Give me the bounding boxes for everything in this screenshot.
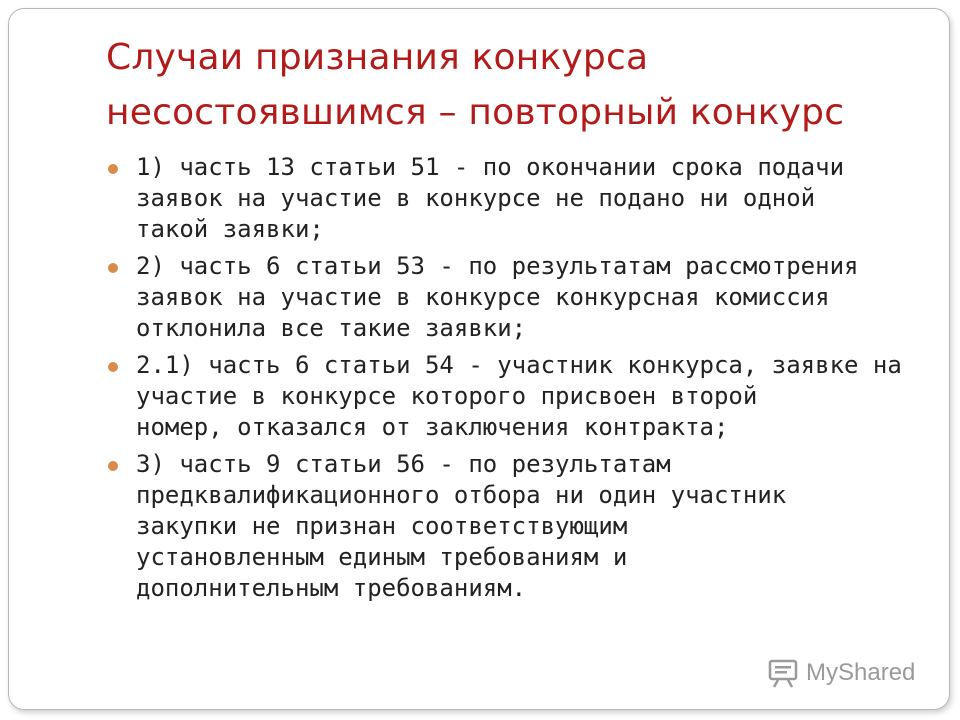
presentation-screen-icon (766, 656, 800, 690)
watermark-text: MyShared (806, 659, 916, 686)
slide-title: Случаи признания конкурса несостоявшимся – повторный конкурс (106, 37, 845, 133)
bullet-dot-icon (108, 461, 118, 471)
bullet-item (106, 251, 926, 344)
bullet-list (106, 152, 926, 610)
bullet-dot-icon (108, 362, 118, 372)
bullet-dot-icon (108, 164, 118, 174)
bullet-text: 2.1) часть 6 статьи 54 - участник конкурса, заявке на участие в конкурсе которого присвоен второй номер, отказался от заключения контракта; (136, 351, 902, 441)
bullet-text: 2) часть 6 статьи 53 - по результатам рассмотрения заявок на участие в конкурсе конкурсная комиссия отклонила все такие заявки; (136, 252, 859, 342)
watermark (766, 656, 915, 690)
bullet-text: 3) часть 9 статьи 56 - по результатам предквалификационного отбора ни один участник закупки не признан соответствующим установленным единым требованиям и дополнительным требованиям. (136, 450, 787, 602)
bullet-item (106, 350, 926, 443)
bullet-dot-icon (108, 263, 118, 273)
bullet-text: 1) часть 13 статьи 51 - по окончании срока подачи заявок на участие в конкурсе не подано ни одной такой заявки; (136, 153, 845, 243)
bullet-item (106, 449, 926, 604)
bullet-item (106, 152, 926, 245)
